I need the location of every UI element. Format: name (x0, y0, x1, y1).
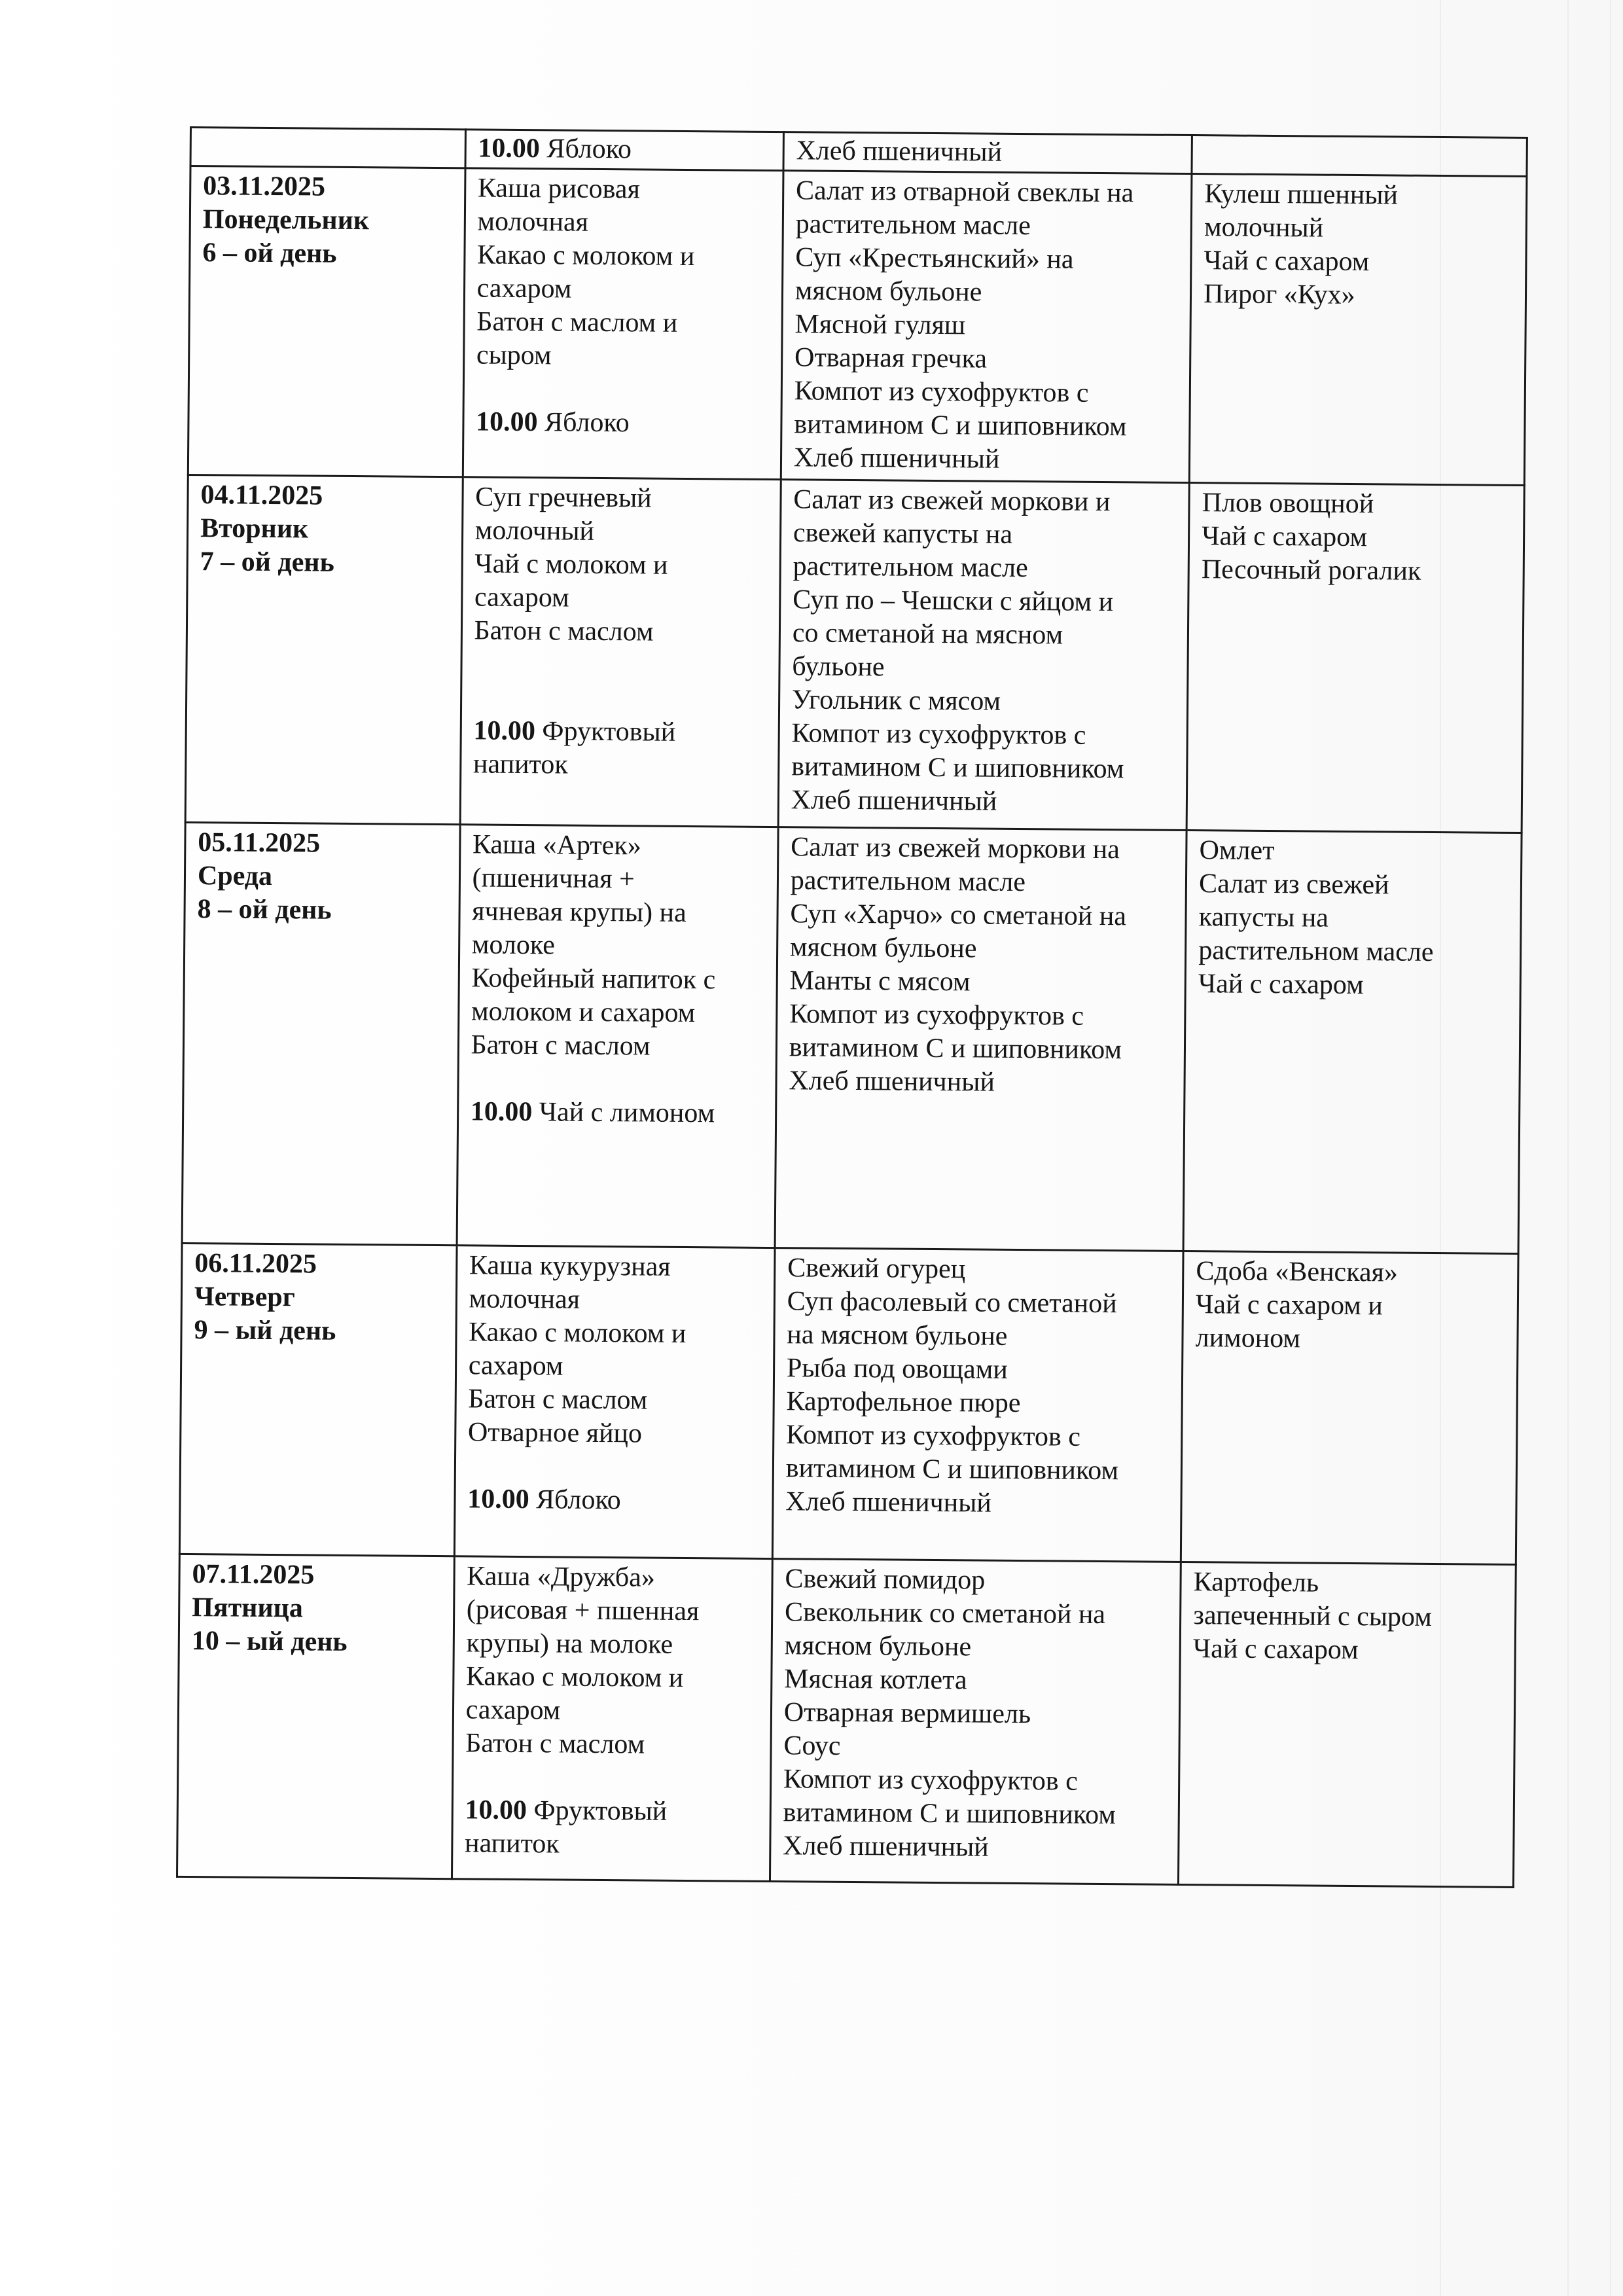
snack-item: Яблоко (544, 407, 630, 439)
lunch-cell (783, 132, 1192, 174)
breakfast-item: Каша кукурузная (469, 1250, 671, 1282)
breakfast-item: Каша «Артек» (472, 829, 641, 861)
day-date: 05.11.2025 (198, 827, 321, 859)
afternoon-snack-item: растительном масле (1198, 935, 1434, 967)
lunch-item: Хлеб пшеничный (783, 1831, 989, 1863)
breakfast-item: сахаром (474, 582, 569, 613)
afternoon-snack-item: Салат из свежей (1198, 869, 1389, 901)
day-number: 8 – ой день (197, 894, 332, 925)
lunch-item: растительном масле (795, 209, 1031, 242)
snack-time: 10.00 (465, 1795, 527, 1826)
scan-streak (1610, 0, 1611, 2296)
breakfast-item: молоке (471, 929, 556, 961)
afternoon-snack-cell (1181, 1251, 1519, 1564)
breakfast-item: сахаром (476, 273, 572, 304)
day-cell (182, 822, 460, 1245)
snack-time: 10.00 (467, 1484, 529, 1515)
blank-line (465, 1760, 760, 1796)
breakfast-cell (452, 1556, 772, 1882)
lunch-item: Салат из свежей моркови и (793, 484, 1111, 518)
afternoon-snack-item: запеченный с сыром (1193, 1600, 1433, 1632)
lunch-item: Соус (783, 1731, 841, 1761)
breakfast-item: Каша «Дружба» (467, 1561, 656, 1593)
lunch-item: Хлеб пшеничный (796, 135, 1003, 168)
menu-table-body (177, 128, 1527, 1888)
blank-line (474, 647, 768, 683)
snack-line (465, 1793, 759, 1829)
lunch-item: Хлеб пшеничный (785, 1486, 992, 1518)
lunch-item: витамином С и шиповником (789, 1032, 1122, 1066)
blank-line (476, 372, 770, 408)
lunch-item: растительном масле (790, 865, 1026, 898)
breakfast-cell (460, 477, 781, 827)
day-date: 07.11.2025 (192, 1559, 315, 1590)
breakfast-item: сыром (476, 340, 552, 371)
lunch-item: витамином С и шиповником (783, 1797, 1116, 1831)
breakfast-item: Батон с маслом (468, 1384, 648, 1416)
lunch-item: Суп фасолевый со сметаной (787, 1286, 1117, 1319)
lunch-item: со сметаной на мясном (792, 618, 1063, 651)
day-cell (188, 166, 465, 477)
menu-table (176, 126, 1528, 1888)
afternoon-snack-cell (1183, 830, 1522, 1253)
lunch-item: мясном бульоне (789, 932, 977, 964)
scan-streak (1567, 0, 1569, 2296)
lunch-item: бульоне (792, 651, 885, 683)
breakfast-item: Кофейный напиток с (471, 963, 716, 996)
lunch-item: Компот из сухофруктов с (794, 376, 1089, 408)
day-cell (185, 475, 463, 824)
lunch-item: мясном бульоне (784, 1630, 972, 1662)
day-row (182, 822, 1522, 1253)
breakfast-item: ячневая крупы) на (472, 896, 687, 928)
afternoon-snack-item: молочный (1204, 212, 1324, 243)
day-date: 04.11.2025 (200, 480, 323, 511)
breakfast-item: Какао с молоком и (465, 1661, 684, 1693)
breakfast-item: молочный (474, 515, 595, 547)
breakfast-item: Суп гречневый (475, 482, 652, 514)
lunch-item: Свекольник со сметаной на (784, 1597, 1106, 1630)
breakfast-item: сахаром (468, 1350, 563, 1382)
lunch-item: Свежий помидор (785, 1564, 986, 1596)
day-cell (177, 1554, 454, 1878)
snack-line (467, 1482, 762, 1518)
afternoon-snack-item: Чай с сахаром (1202, 521, 1368, 553)
breakfast-item: Чай с молоком и (474, 548, 668, 581)
breakfast-item: (пшеничная + (472, 863, 635, 895)
lunch-item: мясном бульоне (794, 276, 982, 308)
lunch-cell (770, 1559, 1181, 1885)
breakfast-item: Отварное яйцо (467, 1417, 643, 1449)
day-weekday: Среда (197, 861, 273, 892)
lunch-item: Компот из сухофруктов с (783, 1764, 1079, 1797)
lunch-cell (781, 171, 1192, 483)
lunch-cell (772, 1248, 1183, 1562)
lunch-item: Угольник с мясом (791, 685, 1001, 717)
breakfast-item: Батон с маслом (471, 1030, 651, 1062)
lunch-item: растительном масле (793, 551, 1028, 584)
lunch-item: свежей капусты на (793, 518, 1013, 550)
day-number: 6 – ой день (202, 238, 337, 269)
afternoon-snack-item: Картофель (1193, 1567, 1319, 1598)
lunch-item: Свежий огурец (787, 1253, 966, 1285)
breakfast-item: Каша рисовая (477, 173, 641, 205)
snack-item: Яблоко (546, 134, 632, 165)
snack-time: 10.00 (475, 406, 538, 438)
lunch-item: Суп «Крестьянский» на (795, 242, 1074, 275)
lunch-item: Суп «Харчо» со сметаной на (790, 899, 1127, 932)
lunch-item: Мясной гуляш (794, 309, 966, 341)
snack-item: Яблоко (536, 1484, 621, 1516)
breakfast-cell (463, 168, 783, 480)
afternoon-snack-cell (1189, 174, 1526, 486)
snack-time: 10.00 (470, 1096, 533, 1128)
breakfast-item: молоком и сахаром (471, 996, 696, 1029)
lunch-item: Салат из свежей моркови на (791, 832, 1120, 865)
day-row (185, 475, 1524, 833)
afternoon-snack-item: Кулеш пшенный (1204, 179, 1399, 211)
lunch-item: Хлеб пшеничный (793, 442, 1000, 475)
snack-item: Фруктовый (533, 1795, 668, 1827)
snack-line (476, 405, 770, 441)
afternoon-snack-item: капусты на (1198, 902, 1329, 933)
lunch-item: Манты с мясом (789, 965, 971, 997)
breakfast-item: крупы) на молоке (466, 1628, 673, 1660)
breakfast-item: Батон с маслом и (476, 306, 678, 338)
breakfast-item: Батон с маслом (465, 1728, 645, 1760)
lunch-item: Компот из сухофруктов с (785, 1420, 1081, 1452)
lunch-item: витамином С и шиповником (794, 409, 1127, 442)
lunch-item: Отварная гречка (794, 342, 988, 374)
afternoon-snack-cell (1186, 483, 1524, 833)
day-weekday: Вторник (200, 513, 309, 545)
afternoon-snack-cell (1179, 1562, 1516, 1887)
afternoon-snack-item: Плов овощной (1202, 488, 1374, 520)
lunch-cell (775, 827, 1186, 1251)
blank-line (474, 681, 768, 717)
lunch-cell (778, 480, 1190, 831)
breakfast-item: Батон с маслом (474, 615, 654, 647)
day-weekday: Четверг (194, 1282, 295, 1313)
breakfast-item: молочная (477, 206, 589, 238)
lunch-item: витамином С и шиповником (785, 1453, 1119, 1486)
afternoon-snack-item: Песочный рогалик (1201, 554, 1421, 586)
lunch-item: витамином С и шиповником (791, 751, 1124, 785)
day-cell (190, 128, 465, 168)
snack-item: Чай с лимоном (539, 1097, 715, 1129)
snack-line (471, 1095, 765, 1131)
day-number: 9 – ый день (194, 1315, 336, 1346)
afternoon-snack-item: Чай с сахаром (1198, 969, 1364, 1001)
afternoon-snack-item: Чай с сахаром (1204, 245, 1370, 278)
breakfast-item: Какао с молоком и (476, 240, 695, 272)
breakfast-item: сахаром (465, 1695, 561, 1726)
day-cell (179, 1243, 456, 1556)
breakfast-cell (457, 825, 778, 1248)
day-row (179, 1243, 1518, 1564)
day-date: 03.11.2025 (203, 171, 326, 202)
snack-time: 10.00 (473, 715, 536, 747)
day-weekday: Понедельник (202, 204, 370, 236)
lunch-item: Отварная вермишель (783, 1697, 1031, 1730)
breakfast-item: (рисовая + пшенная (466, 1594, 700, 1627)
blank-line (467, 1449, 762, 1485)
lunch-item: на мясном бульоне (787, 1319, 1008, 1352)
snack-line (473, 714, 768, 750)
lunch-item: Мясная котлета (784, 1664, 967, 1696)
day-row (188, 166, 1527, 486)
lunch-item: Хлеб пшеничный (789, 1066, 995, 1098)
day-weekday: Пятница (192, 1592, 304, 1624)
afternoon-snack-item: Сдоба «Венская» (1196, 1256, 1399, 1288)
afternoon-snack-item: Чай с сахаром и (1195, 1289, 1383, 1321)
lunch-item: Салат из отварной свеклы на (795, 175, 1134, 209)
snack-item: Фруктовый (542, 716, 676, 747)
lunch-item: Рыба под овощами (786, 1353, 1008, 1385)
day-number: 7 – ой день (200, 547, 334, 578)
breakfast-item: молочная (469, 1283, 580, 1315)
lunch-item: Компот из сухофруктов с (791, 718, 1086, 751)
snack-item-continued: напиток (473, 749, 568, 780)
breakfast-cell (454, 1246, 775, 1559)
snack-time: 10.00 (478, 133, 541, 164)
afternoon-snack-item: лимоном (1195, 1323, 1301, 1354)
breakfast-cell (465, 130, 784, 171)
afternoon-snack-cell (1192, 135, 1527, 177)
lunch-item: Хлеб пшеничный (791, 785, 997, 817)
breakfast-item: Какао с молоком и (469, 1317, 687, 1350)
day-date: 06.11.2025 (194, 1248, 317, 1280)
lunch-item: Картофельное пюре (786, 1386, 1021, 1419)
snack-item-continued: напиток (464, 1828, 560, 1859)
lunch-item: Компот из сухофруктов с (789, 999, 1084, 1031)
blank-line (471, 1062, 765, 1098)
afternoon-snack-item: Чай с сахаром (1192, 1634, 1359, 1666)
afternoon-snack-item: Пирог «Кух» (1204, 279, 1355, 310)
day-row (177, 1554, 1516, 1887)
day-number: 10 – ый день (191, 1626, 348, 1657)
afternoon-snack-item: Омлет (1199, 835, 1275, 867)
lunch-item: Суп по – Чешски с яйцом и (793, 584, 1114, 618)
